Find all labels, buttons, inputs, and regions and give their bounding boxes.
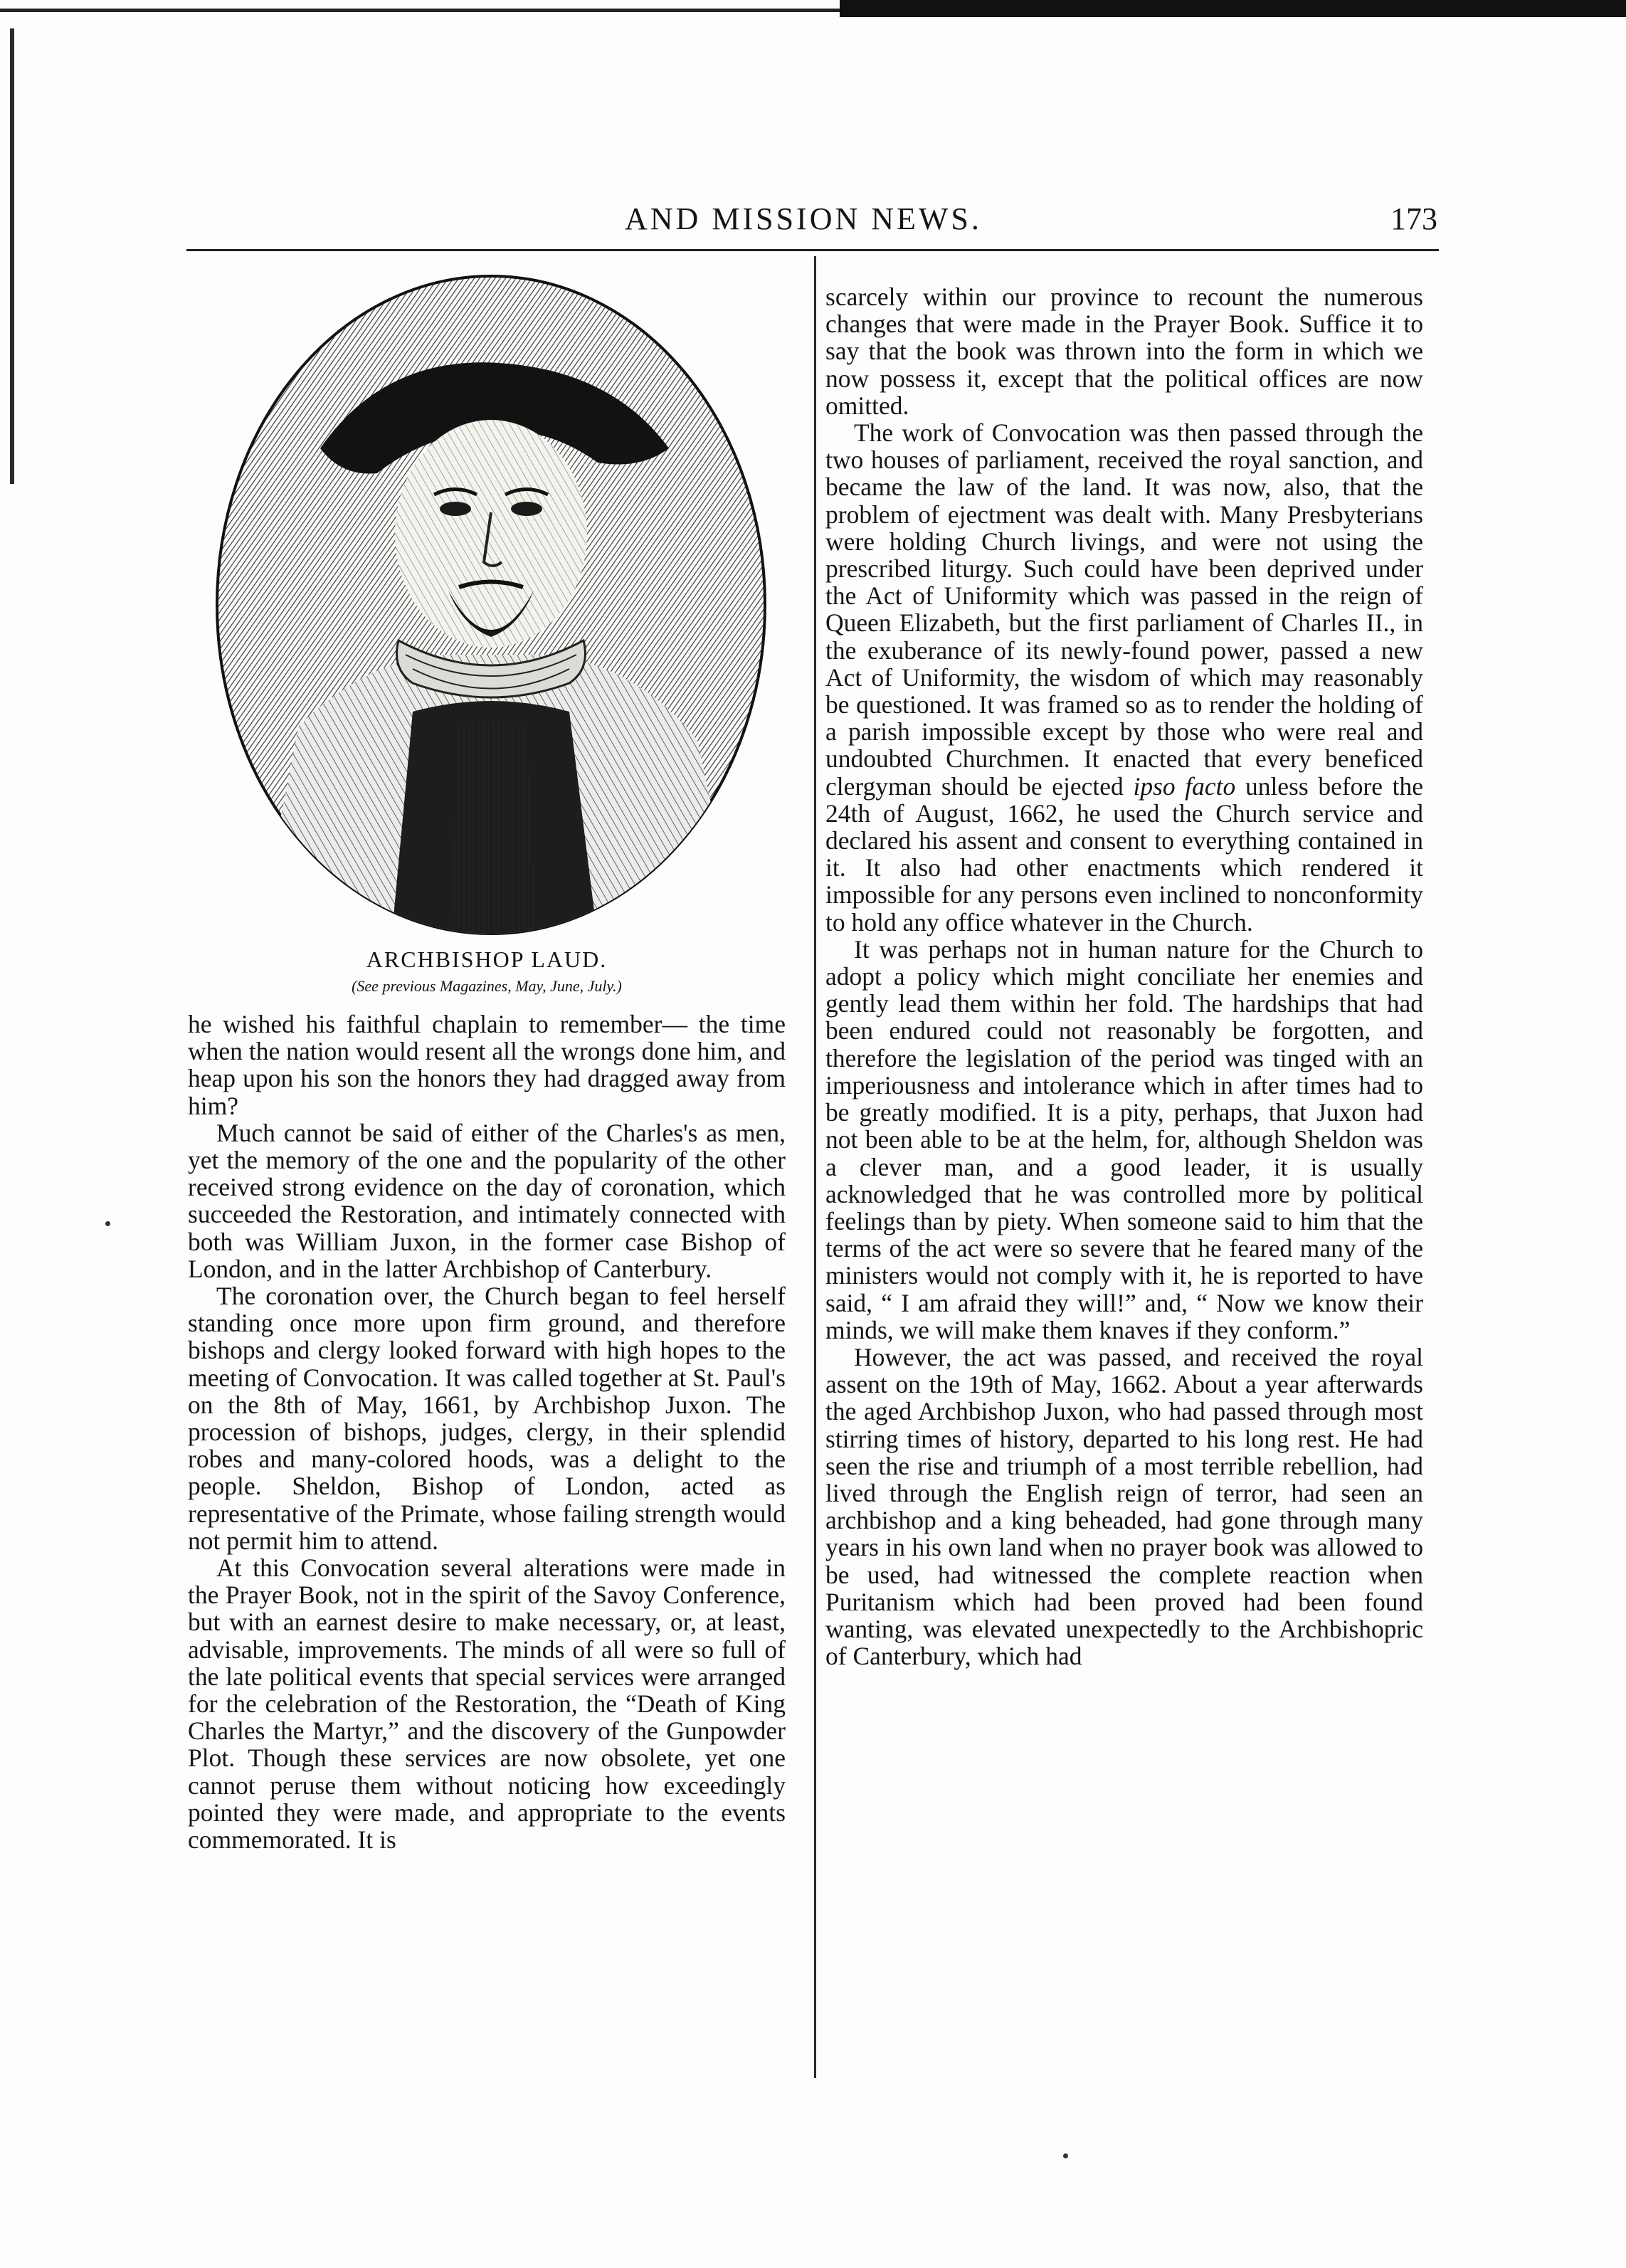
paragraph: It was perhaps not in human nature for the Church to adopt a policy which might conciliate her enemies and gently lead them within her fold. The hardships that had been endured could not reasonably be forgotten, and therefore the legislation of the period was tinged with an imperiousness and intolerance which in after times had to be greatly modified. It is a pity, perhaps, that Juxon had not been able to be at the helm, for, although Sheldon was a clever man, and a good leader, it is usually acknowledged that he was controlled more by political feelings than by piety. When someone said to him that the terms of the act were so severe that he feared many of the ministers would not comply with it, he is reported to have said, “ I am afraid they will!” and, “ Now we know their minds, we will make them knaves if they conform.”	[825, 934, 1423, 1344]
page-number: 173	[1390, 201, 1437, 236]
top-thin-rule	[0, 9, 854, 12]
paragraph: Much cannot be said of either of the Charles's as men, yet the memory of the one and the popularity of the other received strong evidence on the day of coronation, which succeeded the Restoration, and intimately connected with both was William Juxon, in the former case Bishop of London, and in the latter Archbishop of Canterbury.	[188, 1118, 786, 1283]
right-column	[825, 283, 1423, 1670]
top-scan-band	[0, 0, 1626, 19]
paragraph: scarcely within our province to recount the numerous changes that were made in the Prayer Book. Suffice it to say that the book was thrown into the form in which we now possess it, except that the political offices are now omitted.	[825, 283, 1423, 420]
paragraph: At this Convocation several alterations were made in the Prayer Book, not in the spirit of the Savoy Conference, but with an earnest desire to make necessary, or, at least, advisable, improvements. The minds of all were so full of the late political events that special services were arranged for the celebration of the Restoration, the “Death of King Charles the Martyr,” and the discovery of the Gunpowder Plot. Though these services are now obsolete, yet one cannot peruse them without noticing how exceedingly pointed they were made, and appropriate to the events commemorated. It is	[188, 1554, 786, 1855]
paragraph-text: unless before the 24th of August, 1662, he used the Church service and declared his assent and consent to everything contained in it. It also had other enactments which rendered it impossible for any persons even inclined to nonconformity to hold any office whatever in the Church.	[825, 771, 1424, 937]
paragraph	[825, 419, 1423, 936]
paragraph-text: The work of Convocation was then passed through the two houses of parliament, received the royal sanction, and became the law of the land. It was now, also, that the problem of ejectment was dealt with. Many Presbyterians were holding Church livings, and were not using the prescribed liturgy. Such could have been deprived under the Act of Uniformity which was passed in the reign of Queen Elizabeth, but the first parliament of Charles II., in the exuberance of its newly-found power, passed a new Act of Uniformity, the wisdom of which may reasonably be questioned. It was framed so as to render the holding of a parish impossible except by those who were real and undoubted Churchmen. It enacted that every beneficed clergyman should be ejected	[825, 418, 1423, 801]
header-rule	[186, 249, 1439, 251]
left-edge-rule	[10, 28, 14, 484]
caption-title: ARCHBISHOP LAUD.	[366, 946, 608, 972]
paragraph: he wished his faithful chaplain to remember— the time when the nation would resent all the wrongs done him, and heap upon his son the honors they had dragged away from him?	[188, 1010, 786, 1120]
stray-mark	[105, 1221, 110, 1226]
paragraph: However, the act was passed, and received the royal assent on the 19th of May, 1662. About a year afterwards the aged Archbishop Juxon, who had passed through most stirring times of history, departed to his long rest. He had seen the rise and triumph of a most terrible rebellion, had lived through the English reign of terror, had seen an archbishop and a king beheaded, had gone through many years in his own land when no prayer book was allowed to be used, had witnessed the complete reaction when Puritanism which had been proved had been found wanting, was elevated unexpectedly to the Archbishopric of Canterbury, which had	[825, 1342, 1423, 1671]
left-column	[188, 1011, 786, 1853]
paragraph: The coronation over, the Church began to feel herself standing once more upon firm ground, and therefore bishops and clergy looked forward with high hopes to the meeting of Convocation. It was called together at St. Paul's on the 8th of May, 1661, by Archbishop Juxon. The procession of bishops, judges, clergy, in their splendid robes and many-colored hoods, was a delight to the people. Sheldon, Bishop of London, acted as representative of the Primate, whose failing strength would not permit him to attend.	[188, 1282, 786, 1555]
latin-phrase: ipso facto	[1133, 771, 1236, 801]
figure-caption	[188, 946, 786, 996]
portrait-engraving	[213, 270, 769, 939]
caption-note: (See previous Magazines, May, June, July.)	[352, 977, 622, 995]
stray-mark	[1063, 2153, 1068, 2158]
running-header	[185, 201, 1437, 243]
top-thick-rule	[840, 0, 1626, 17]
column-divider	[814, 256, 816, 2078]
running-title: AND MISSION NEWS.	[625, 201, 982, 236]
